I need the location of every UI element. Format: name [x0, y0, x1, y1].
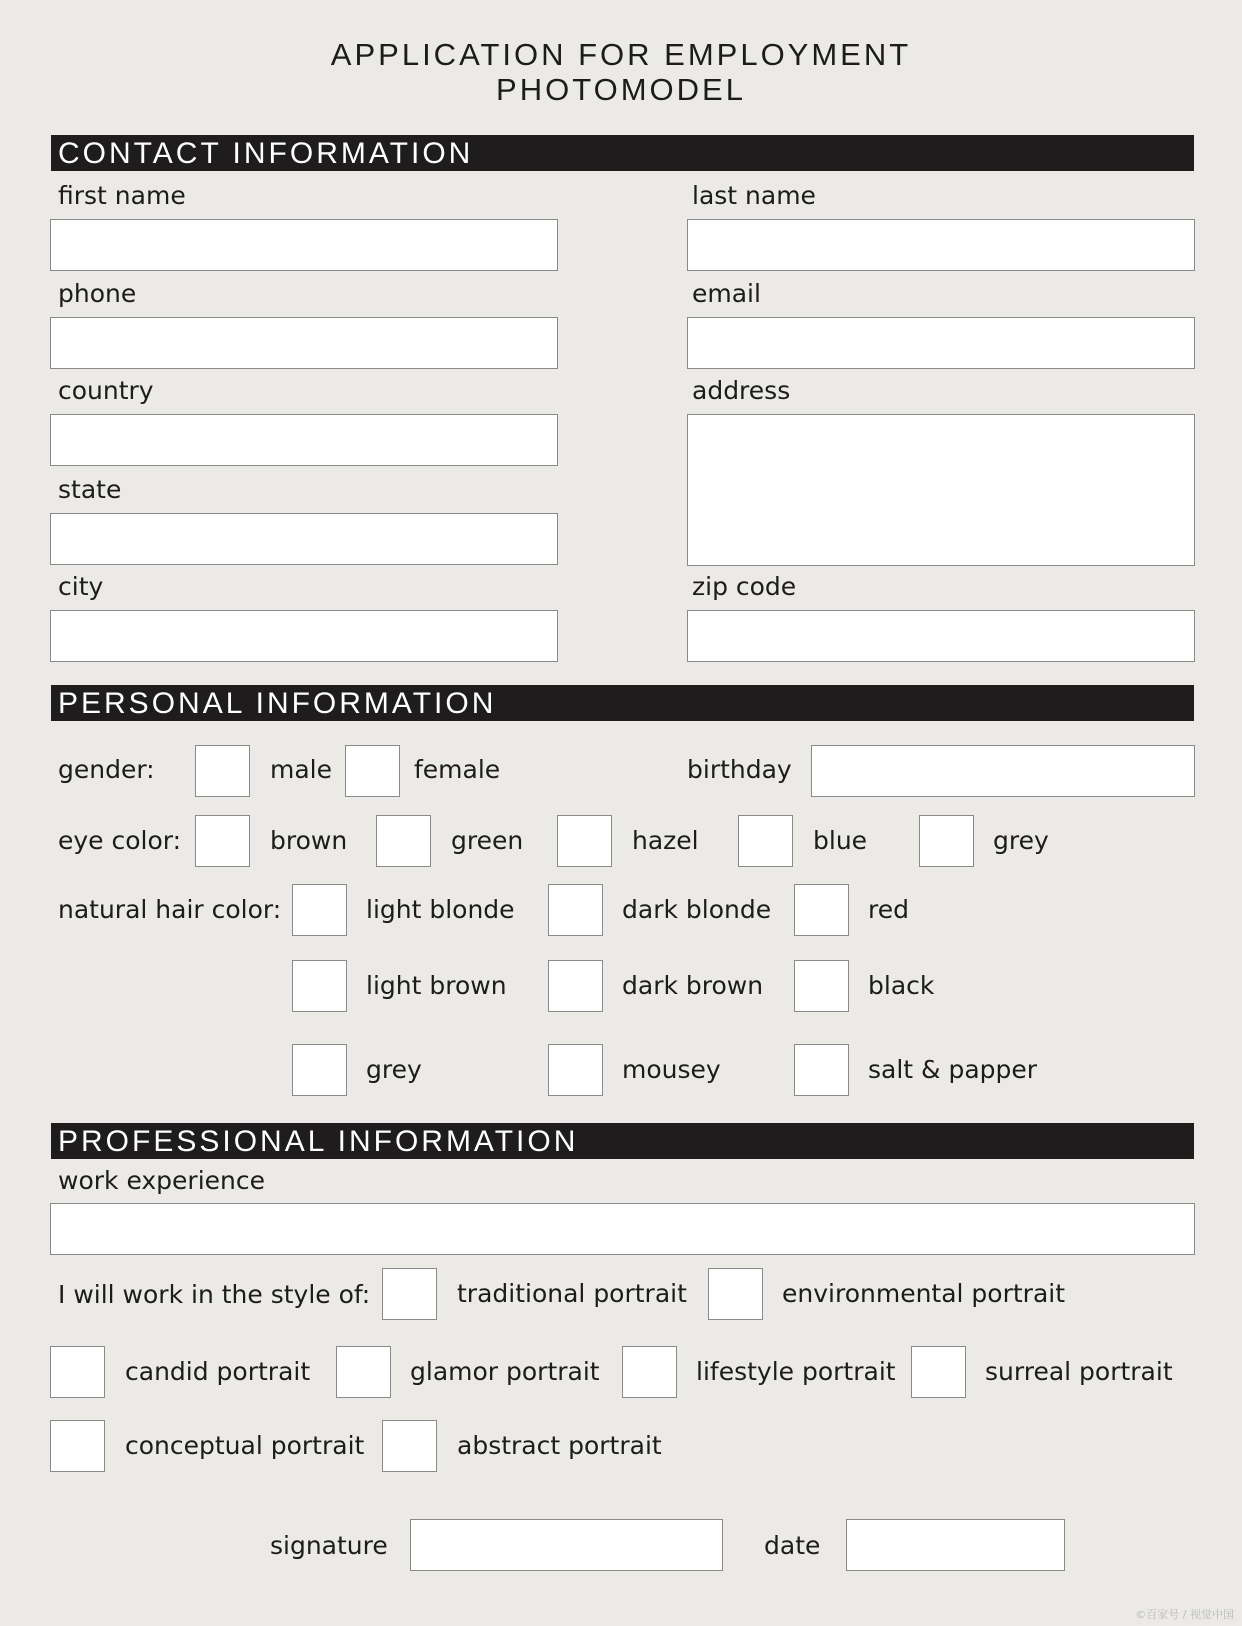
style-abstract-checkbox[interactable]	[382, 1420, 437, 1472]
work-experience-field[interactable]	[50, 1203, 1195, 1255]
date-field[interactable]	[846, 1519, 1065, 1571]
hair-light-brown-label: light brown	[366, 971, 507, 1000]
style-surreal-checkbox[interactable]	[911, 1346, 966, 1398]
hair-color-label: natural hair color:	[58, 895, 282, 924]
style-environmental-label: environmental portrait	[782, 1279, 1066, 1308]
city-field[interactable]	[50, 610, 558, 662]
hair-dark-blonde-label: dark blonde	[622, 895, 772, 924]
eye-brown-checkbox[interactable]	[195, 815, 250, 867]
address-field[interactable]	[687, 414, 1195, 566]
style-glamor-label: glamor portrait	[410, 1357, 600, 1386]
style-label: I will work in the style of:	[58, 1280, 371, 1309]
eye-grey-checkbox[interactable]	[919, 815, 974, 867]
eye-blue-checkbox[interactable]	[738, 815, 793, 867]
hair-red-checkbox[interactable]	[794, 884, 849, 936]
hair-light-brown-checkbox[interactable]	[292, 960, 347, 1012]
eye-grey-label: grey	[993, 826, 1049, 855]
eye-brown-label: brown	[270, 826, 348, 855]
work-experience-label: work experience	[58, 1166, 266, 1195]
hair-mousey-label: mousey	[622, 1055, 721, 1084]
eye-green-checkbox[interactable]	[376, 815, 431, 867]
watermark: ©百家号 / 视觉中国	[1135, 1608, 1234, 1621]
hair-red-label: red	[868, 895, 909, 924]
signature-field[interactable]	[410, 1519, 723, 1571]
state-label: state	[58, 475, 122, 504]
style-candid-checkbox[interactable]	[50, 1346, 105, 1398]
hair-dark-brown-checkbox[interactable]	[548, 960, 603, 1012]
style-conceptual-label: conceptual portrait	[125, 1431, 365, 1460]
style-traditional-label: traditional portrait	[457, 1279, 687, 1308]
hair-mousey-checkbox[interactable]	[548, 1044, 603, 1096]
hair-dark-blonde-checkbox[interactable]	[548, 884, 603, 936]
hair-salt-pepper-checkbox[interactable]	[794, 1044, 849, 1096]
country-label: country	[58, 376, 154, 405]
style-conceptual-checkbox[interactable]	[50, 1420, 105, 1472]
eye-green-label: green	[451, 826, 524, 855]
style-candid-label: candid portrait	[125, 1357, 311, 1386]
phone-label: phone	[58, 279, 137, 308]
male-checkbox[interactable]	[195, 745, 250, 797]
eye-blue-label: blue	[813, 826, 868, 855]
style-glamor-checkbox[interactable]	[336, 1346, 391, 1398]
hair-grey-label: grey	[366, 1055, 422, 1084]
eye-hazel-checkbox[interactable]	[557, 815, 612, 867]
hair-light-blonde-label: light blonde	[366, 895, 515, 924]
hair-salt-pepper-label: salt & papper	[868, 1055, 1038, 1084]
section-professional-header: PROFESSIONAL INFORMATION	[51, 1123, 1194, 1159]
female-checkbox[interactable]	[345, 745, 400, 797]
hair-black-label: black	[868, 971, 935, 1000]
style-lifestyle-label: lifestyle portrait	[696, 1357, 896, 1386]
state-field[interactable]	[50, 513, 558, 565]
hair-light-blonde-checkbox[interactable]	[292, 884, 347, 936]
hair-dark-brown-label: dark brown	[622, 971, 764, 1000]
section-contact-header: CONTACT INFORMATION	[51, 135, 1194, 171]
zip-code-label: zip code	[692, 572, 797, 601]
style-surreal-label: surreal portrait	[985, 1357, 1173, 1386]
section-personal-header: PERSONAL INFORMATION	[51, 685, 1194, 721]
country-field[interactable]	[50, 414, 558, 466]
birthday-field[interactable]	[811, 745, 1195, 797]
birthday-label: birthday	[687, 755, 792, 784]
first-name-field[interactable]	[50, 219, 558, 271]
first-name-label: first name	[58, 181, 186, 210]
form-subtitle: PHOTOMODEL	[496, 72, 746, 107]
last-name-label: last name	[692, 181, 816, 210]
style-environmental-checkbox[interactable]	[708, 1268, 763, 1320]
form-title: APPLICATION FOR EMPLOYMENT	[330, 37, 912, 72]
email-field[interactable]	[687, 317, 1195, 369]
address-label: address	[692, 376, 791, 405]
style-lifestyle-checkbox[interactable]	[622, 1346, 677, 1398]
eye-hazel-label: hazel	[632, 826, 699, 855]
eye-color-label: eye color:	[58, 826, 182, 855]
date-label: date	[764, 1531, 821, 1560]
female-label: female	[414, 755, 501, 784]
gender-label: gender:	[58, 755, 155, 784]
email-label: email	[692, 279, 761, 308]
last-name-field[interactable]	[687, 219, 1195, 271]
hair-black-checkbox[interactable]	[794, 960, 849, 1012]
zip-code-field[interactable]	[687, 610, 1195, 662]
hair-grey-checkbox[interactable]	[292, 1044, 347, 1096]
phone-field[interactable]	[50, 317, 558, 369]
style-traditional-checkbox[interactable]	[382, 1268, 437, 1320]
signature-label: signature	[270, 1531, 388, 1560]
style-abstract-label: abstract portrait	[457, 1431, 662, 1460]
male-label: male	[270, 755, 332, 784]
city-label: city	[58, 572, 104, 601]
